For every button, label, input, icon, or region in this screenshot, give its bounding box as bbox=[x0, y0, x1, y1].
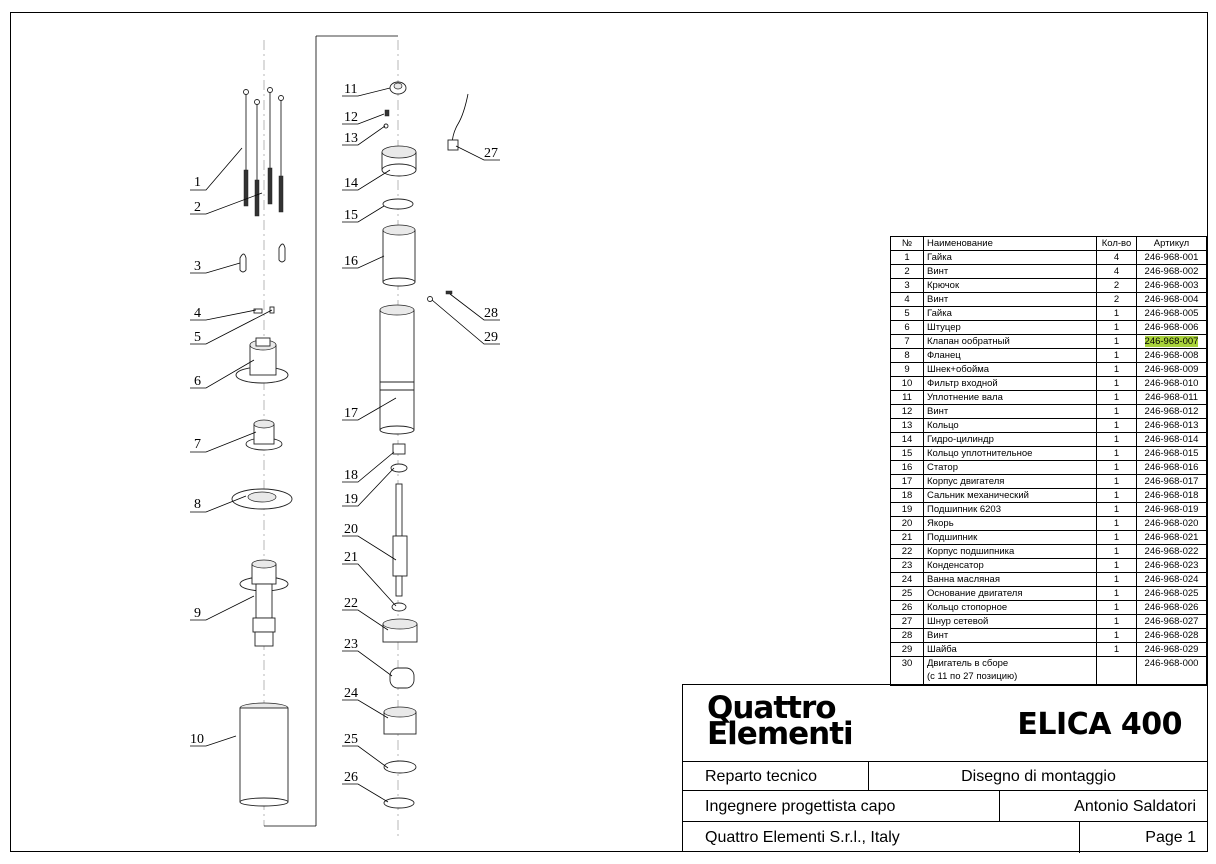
row-name: Шнур сетевой bbox=[924, 615, 1097, 629]
row-quantity: 1 bbox=[1097, 349, 1137, 363]
callout-24: 24 bbox=[344, 686, 358, 701]
drawing-type: Disegno di montaggio bbox=[868, 762, 1208, 791]
row-name: Фланец bbox=[924, 349, 1097, 363]
parts-list-row bbox=[891, 545, 1207, 559]
part-rods-1-2 bbox=[244, 88, 284, 217]
parts-list-row bbox=[891, 461, 1207, 475]
callout-22: 22 bbox=[344, 596, 358, 611]
row-quantity: 1 bbox=[1097, 475, 1137, 489]
callout-25: 25 bbox=[344, 732, 358, 747]
callout-13: 13 bbox=[344, 131, 358, 146]
row-article: 246-968-029 bbox=[1137, 643, 1207, 657]
row-article: 246-968-025 bbox=[1137, 587, 1207, 601]
callout-18: 18 bbox=[344, 468, 358, 483]
row-name: Ванна масляная bbox=[924, 573, 1097, 587]
row-article: 246-968-015 bbox=[1137, 447, 1207, 461]
callout-14: 14 bbox=[344, 176, 358, 191]
row-name: Винт bbox=[924, 629, 1097, 643]
row-quantity: 1 bbox=[1097, 433, 1137, 447]
parts-list-row bbox=[891, 335, 1207, 349]
callout-10: 10 bbox=[190, 732, 204, 747]
callout-15: 15 bbox=[344, 208, 358, 223]
part-screw-ring-12-13 bbox=[384, 110, 389, 128]
row-name: Шайба bbox=[924, 643, 1097, 657]
row-number: 9 bbox=[891, 363, 924, 377]
row-quantity bbox=[1097, 657, 1137, 686]
title-block bbox=[682, 684, 1208, 852]
row-number: 16 bbox=[891, 461, 924, 475]
row-number: 3 bbox=[891, 279, 924, 293]
row-name: Гидро-цилиндр bbox=[924, 433, 1097, 447]
row-quantity: 1 bbox=[1097, 377, 1137, 391]
parts-list-row bbox=[891, 349, 1207, 363]
header-number: № bbox=[891, 237, 924, 251]
row-name: Кольцо уплотнительное bbox=[924, 447, 1097, 461]
row-name: Фильтр входной bbox=[924, 377, 1097, 391]
row-article: 246-968-026 bbox=[1137, 601, 1207, 615]
row-article: 246-968-004 bbox=[1137, 293, 1207, 307]
part-bearing-housing-22 bbox=[383, 619, 417, 642]
row-number: 29 bbox=[891, 643, 924, 657]
row-name: Подшипник 6203 bbox=[924, 503, 1097, 517]
row-quantity: 4 bbox=[1097, 251, 1137, 265]
parts-list-body bbox=[891, 251, 1207, 686]
row-article: 246-968-012 bbox=[1137, 405, 1207, 419]
row-quantity: 1 bbox=[1097, 321, 1137, 335]
row-name: Гайка bbox=[924, 251, 1097, 265]
part-screw-washer-28-29 bbox=[428, 291, 453, 302]
row-number: 12 bbox=[891, 405, 924, 419]
row-article: 246-968-009 bbox=[1137, 363, 1207, 377]
row-quantity: 1 bbox=[1097, 559, 1137, 573]
row-article: 246-968-020 bbox=[1137, 517, 1207, 531]
row-quantity: 1 bbox=[1097, 405, 1137, 419]
row-name-line-1: Двигатель в сборе bbox=[927, 658, 1009, 669]
part-armature-20 bbox=[393, 484, 407, 596]
row-number: 25 bbox=[891, 587, 924, 601]
row-name: Уплотнение вала bbox=[924, 391, 1097, 405]
row-quantity: 1 bbox=[1097, 601, 1137, 615]
row-quantity: 1 bbox=[1097, 503, 1137, 517]
callout-19: 19 bbox=[344, 492, 358, 507]
row-number: 17 bbox=[891, 475, 924, 489]
row-name: Гайка bbox=[924, 307, 1097, 321]
row-article: 246-968-005 bbox=[1137, 307, 1207, 321]
row-number: 5 bbox=[891, 307, 924, 321]
callout-3: 3 bbox=[194, 259, 201, 274]
part-fitting-6 bbox=[236, 338, 288, 383]
callout-29: 29 bbox=[484, 330, 498, 345]
row-article: 246-968-023 bbox=[1137, 559, 1207, 573]
parts-list-row bbox=[891, 419, 1207, 433]
row-article: 246-968-014 bbox=[1137, 433, 1207, 447]
parts-list-row bbox=[891, 363, 1207, 377]
part-check-valve-7 bbox=[246, 420, 282, 450]
part-oil-bath-24 bbox=[384, 707, 416, 734]
row-number: 27 bbox=[891, 615, 924, 629]
row-number: 8 bbox=[891, 349, 924, 363]
row-quantity: 1 bbox=[1097, 391, 1137, 405]
logo-line-2: Elementi bbox=[707, 716, 853, 752]
row-article: 246-968-013 bbox=[1137, 419, 1207, 433]
row-quantity: 1 bbox=[1097, 335, 1137, 349]
callout-21: 21 bbox=[344, 550, 358, 565]
parts-list-row bbox=[891, 377, 1207, 391]
row-number: 26 bbox=[891, 601, 924, 615]
parts-list-row bbox=[891, 293, 1207, 307]
company-logo bbox=[707, 690, 853, 752]
callout-11: 11 bbox=[344, 82, 358, 97]
page-number: Page 1 bbox=[1079, 822, 1196, 853]
row-quantity: 1 bbox=[1097, 419, 1137, 433]
row-number: 22 bbox=[891, 545, 924, 559]
parts-list-row bbox=[891, 531, 1207, 545]
parts-list-row bbox=[891, 517, 1207, 531]
header-quantity: Кол-во bbox=[1097, 237, 1137, 251]
row-article: 246-968-006 bbox=[1137, 321, 1207, 335]
row-quantity: 2 bbox=[1097, 279, 1137, 293]
model-name: ELICA 400 bbox=[1017, 707, 1182, 742]
row-quantity: 1 bbox=[1097, 489, 1137, 503]
row-number: 14 bbox=[891, 433, 924, 447]
row-number: 20 bbox=[891, 517, 924, 531]
header-name: Наименование bbox=[924, 237, 1097, 251]
callout-9: 9 bbox=[194, 606, 201, 621]
row-number: 13 bbox=[891, 419, 924, 433]
parts-list-row bbox=[891, 587, 1207, 601]
logo-line-1: Quattro bbox=[707, 690, 836, 726]
parts-list-row-assembly bbox=[891, 657, 1207, 686]
row-article: 246-968-028 bbox=[1137, 629, 1207, 643]
callout-27: 27 bbox=[484, 146, 498, 161]
part-auger-9 bbox=[240, 560, 288, 646]
row-article: 246-968-002 bbox=[1137, 265, 1207, 279]
row-number: 4 bbox=[891, 293, 924, 307]
part-hooks-3 bbox=[240, 244, 285, 272]
row-name: Винт bbox=[924, 293, 1097, 307]
callout-8: 8 bbox=[194, 497, 201, 512]
row-name: Якорь bbox=[924, 517, 1097, 531]
row-quantity: 1 bbox=[1097, 573, 1137, 587]
parts-list-row bbox=[891, 279, 1207, 293]
row-article: 246-968-001 bbox=[1137, 251, 1207, 265]
row-number: 11 bbox=[891, 391, 924, 405]
row-number: 28 bbox=[891, 629, 924, 643]
part-filter-10 bbox=[240, 703, 288, 806]
row-number: 19 bbox=[891, 503, 924, 517]
engineer-role: Ingegnere progettista capo bbox=[705, 797, 896, 815]
row-name bbox=[924, 657, 1097, 686]
parts-list-row bbox=[891, 601, 1207, 615]
callout-7: 7 bbox=[194, 437, 201, 452]
row-name: Штуцер bbox=[924, 321, 1097, 335]
part-seal-ring-15 bbox=[383, 199, 413, 209]
callout-28: 28 bbox=[484, 306, 498, 321]
row-article bbox=[1137, 335, 1207, 349]
parts-list-row bbox=[891, 615, 1207, 629]
callout-1: 1 bbox=[194, 175, 201, 190]
parts-list-table bbox=[890, 236, 1207, 686]
row-number: 21 bbox=[891, 531, 924, 545]
title-row-company bbox=[683, 821, 1208, 853]
row-article: 246-968-008 bbox=[1137, 349, 1207, 363]
callout-20: 20 bbox=[344, 522, 358, 537]
callout-12: 12 bbox=[344, 110, 358, 125]
row-number: 15 bbox=[891, 447, 924, 461]
parts-list-header bbox=[891, 237, 1207, 251]
row-quantity: 1 bbox=[1097, 517, 1137, 531]
row-number: 30 bbox=[891, 657, 924, 686]
part-snap-ring-26 bbox=[384, 798, 414, 808]
parts-list-row bbox=[891, 433, 1207, 447]
row-number: 24 bbox=[891, 573, 924, 587]
parts-list-row bbox=[891, 573, 1207, 587]
row-quantity: 1 bbox=[1097, 531, 1137, 545]
callout-5: 5 bbox=[194, 330, 201, 345]
row-quantity: 4 bbox=[1097, 265, 1137, 279]
row-number: 23 bbox=[891, 559, 924, 573]
row-name: Сальник механический bbox=[924, 489, 1097, 503]
row-quantity: 1 bbox=[1097, 643, 1137, 657]
callout-4: 4 bbox=[194, 306, 201, 321]
parts-list-row bbox=[891, 321, 1207, 335]
part-seal-bearing-18-19 bbox=[391, 444, 407, 472]
row-name: Винт bbox=[924, 265, 1097, 279]
row-name-line-2: (с 11 по 27 позицию) bbox=[927, 671, 1018, 682]
row-name: Винт bbox=[924, 405, 1097, 419]
row-article: 246-968-024 bbox=[1137, 573, 1207, 587]
row-quantity: 1 bbox=[1097, 363, 1137, 377]
parts-list-row bbox=[891, 251, 1207, 265]
company-name: Quattro Elementi S.r.l., Italy bbox=[705, 828, 900, 846]
row-article: 246-968-019 bbox=[1137, 503, 1207, 517]
parts-list-row bbox=[891, 405, 1207, 419]
row-number: 1 bbox=[891, 251, 924, 265]
parts-list-row bbox=[891, 643, 1207, 657]
parts-list-row bbox=[891, 307, 1207, 321]
row-article: 246-968-016 bbox=[1137, 461, 1207, 475]
row-quantity: 1 bbox=[1097, 545, 1137, 559]
row-quantity: 2 bbox=[1097, 293, 1137, 307]
callouts bbox=[190, 82, 498, 785]
row-quantity: 1 bbox=[1097, 307, 1137, 321]
parts-list-row bbox=[891, 475, 1207, 489]
row-number: 10 bbox=[891, 377, 924, 391]
row-number: 2 bbox=[891, 265, 924, 279]
part-flange-8 bbox=[232, 489, 292, 509]
row-article: 246-968-017 bbox=[1137, 475, 1207, 489]
row-quantity: 1 bbox=[1097, 461, 1137, 475]
part-shaft-seal-11 bbox=[390, 82, 406, 94]
callout-16: 16 bbox=[344, 254, 358, 269]
parts-list-row bbox=[891, 391, 1207, 405]
row-article: 246-968-018 bbox=[1137, 489, 1207, 503]
parts-list-row bbox=[891, 503, 1207, 517]
row-name: Клапан ообратный bbox=[924, 335, 1097, 349]
callout-6: 6 bbox=[194, 374, 201, 389]
row-number: 18 bbox=[891, 489, 924, 503]
part-motor-base-25 bbox=[384, 761, 416, 773]
engineer-name: Antonio Saldatori bbox=[999, 791, 1196, 822]
row-name: Крючок bbox=[924, 279, 1097, 293]
row-name: Корпус двигателя bbox=[924, 475, 1097, 489]
row-number: 7 bbox=[891, 335, 924, 349]
row-article: 246-968-027 bbox=[1137, 615, 1207, 629]
callout-17: 17 bbox=[344, 406, 358, 421]
department: Reparto tecnico bbox=[705, 767, 818, 785]
highlighted-article: 246-968-007 bbox=[1144, 336, 1199, 347]
row-article: 246-968-022 bbox=[1137, 545, 1207, 559]
row-name: Кольцо bbox=[924, 419, 1097, 433]
parts-list-row bbox=[891, 629, 1207, 643]
row-quantity: 1 bbox=[1097, 615, 1137, 629]
row-quantity: 1 bbox=[1097, 629, 1137, 643]
row-name: Основание двигателя bbox=[924, 587, 1097, 601]
title-row-engineer bbox=[683, 790, 1208, 822]
part-motor-housing-17 bbox=[380, 305, 414, 434]
row-quantity: 1 bbox=[1097, 447, 1137, 461]
part-power-cord-27 bbox=[448, 94, 468, 150]
row-article: 246-968-021 bbox=[1137, 531, 1207, 545]
row-quantity: 1 bbox=[1097, 587, 1137, 601]
header-article: Артикул bbox=[1137, 237, 1207, 251]
row-name: Кольцо стопорное bbox=[924, 601, 1097, 615]
part-capacitor-23 bbox=[390, 668, 414, 688]
row-name: Корпус подшипника bbox=[924, 545, 1097, 559]
callout-2: 2 bbox=[194, 200, 201, 215]
row-article: 246-968-011 bbox=[1137, 391, 1207, 405]
part-stator-16 bbox=[383, 225, 415, 286]
parts-list-row bbox=[891, 447, 1207, 461]
row-number: 6 bbox=[891, 321, 924, 335]
row-article: 246-968-010 bbox=[1137, 377, 1207, 391]
parts-list-row bbox=[891, 559, 1207, 573]
row-name: Шнек+обойма bbox=[924, 363, 1097, 377]
row-name: Подшипник bbox=[924, 531, 1097, 545]
row-article: 246-968-003 bbox=[1137, 279, 1207, 293]
callout-23: 23 bbox=[344, 637, 358, 652]
parts-list-row bbox=[891, 489, 1207, 503]
row-name: Статор bbox=[924, 461, 1097, 475]
title-row-department bbox=[683, 761, 1208, 791]
row-article: 246-968-000 bbox=[1137, 657, 1207, 686]
parts-list-row bbox=[891, 265, 1207, 279]
row-name: Конденсатор bbox=[924, 559, 1097, 573]
callout-26: 26 bbox=[344, 770, 358, 785]
